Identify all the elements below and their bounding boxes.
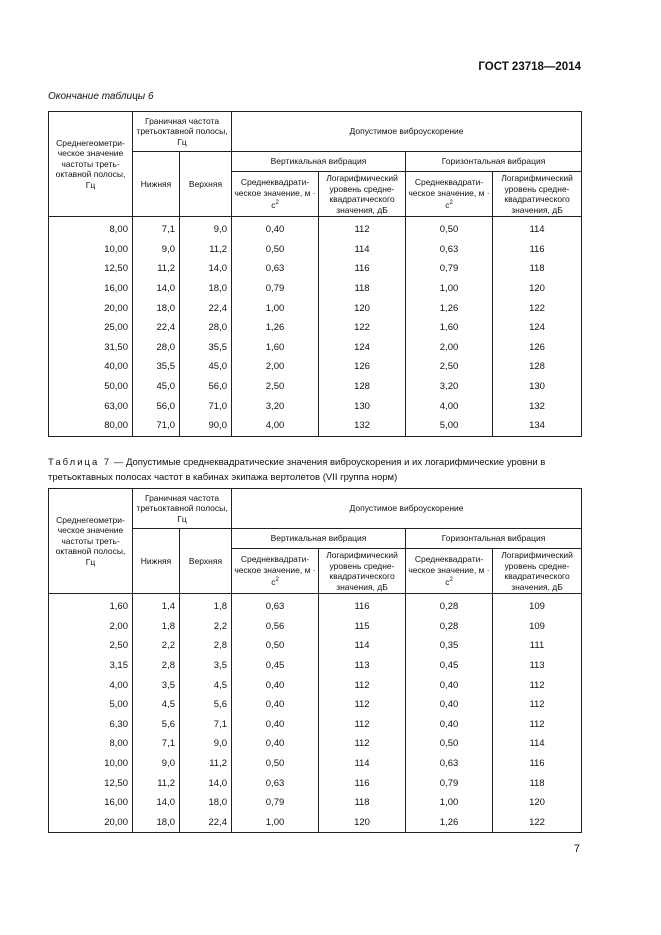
vertical-rms-cell: 0,63 bbox=[232, 773, 319, 793]
col-header-horizontal-rms: Среднеквадратическое значение, $м \cdot с^2$ bbox=[406, 549, 493, 594]
lower-cell: 7,1 bbox=[133, 734, 180, 754]
table-row bbox=[49, 754, 582, 774]
col-header-lower: Нижняя bbox=[133, 152, 180, 217]
upper-cell: 35,5 bbox=[180, 338, 232, 358]
vertical-rms-cell: 1,00 bbox=[232, 298, 319, 318]
vertical-rms-cell: 4,00 bbox=[232, 416, 319, 436]
vertical-rms-cell: 1,00 bbox=[232, 813, 319, 833]
lower-cell: 14,0 bbox=[133, 279, 180, 299]
table-row bbox=[49, 279, 582, 299]
horizontal-rms-cell: 1,26 bbox=[406, 813, 493, 833]
horizontal-log-cell: 109 bbox=[493, 617, 582, 637]
horizontal-log-cell: 126 bbox=[493, 338, 582, 358]
horizontal-log-cell: 122 bbox=[493, 298, 582, 318]
table-row bbox=[49, 617, 582, 637]
table-row bbox=[49, 813, 582, 833]
freq-mean-cell: 1,60 bbox=[49, 594, 133, 617]
table-row bbox=[49, 793, 582, 813]
vertical-rms-cell: 3,20 bbox=[232, 396, 319, 416]
table-row bbox=[49, 416, 582, 436]
table-row bbox=[49, 217, 582, 240]
lower-cell: 18,0 bbox=[133, 298, 180, 318]
freq-mean-cell: 80,00 bbox=[49, 416, 133, 436]
freq-mean-cell: 40,00 bbox=[49, 357, 133, 377]
col-header-band-limits: Граничная частота третьоктавной полосы, Гц bbox=[133, 112, 232, 152]
horizontal-rms-cell: 3,20 bbox=[406, 377, 493, 397]
vertical-log-cell: 120 bbox=[319, 813, 406, 833]
lower-cell: 28,0 bbox=[133, 338, 180, 358]
lower-cell: 11,2 bbox=[133, 773, 180, 793]
table-row bbox=[49, 396, 582, 416]
lower-cell: 1,8 bbox=[133, 617, 180, 637]
horizontal-rms-cell: 4,00 bbox=[406, 396, 493, 416]
col-header-freq-mean: Среднегеометрическое значение частоты третьоктавной полосы, Гц bbox=[49, 489, 133, 594]
vertical-rms-cell: 1,26 bbox=[232, 318, 319, 338]
horizontal-rms-cell: 0,79 bbox=[406, 773, 493, 793]
vertical-rms-cell: 0,40 bbox=[232, 695, 319, 715]
col-header-band-limits: Граничная частота третьоктавной полосы, Гц bbox=[133, 489, 232, 529]
table-row bbox=[49, 298, 582, 318]
horizontal-rms-cell: 0,63 bbox=[406, 240, 493, 260]
table-row bbox=[49, 675, 582, 695]
horizontal-rms-cell: 2,50 bbox=[406, 357, 493, 377]
lower-cell: 35,5 bbox=[133, 357, 180, 377]
col-header-horizontal: Горизонтальная вибрация bbox=[406, 529, 582, 549]
freq-mean-cell: 25,00 bbox=[49, 318, 133, 338]
vertical-rms-cell: 0,40 bbox=[232, 217, 319, 240]
col-header-vertical-log: Логарифмический уровень среднеквадратического значения, дБ bbox=[319, 172, 406, 217]
table-6 bbox=[48, 111, 582, 437]
upper-cell: 18,0 bbox=[180, 793, 232, 813]
vertical-log-cell: 112 bbox=[319, 715, 406, 735]
horizontal-log-cell: 112 bbox=[493, 675, 582, 695]
vertical-log-cell: 120 bbox=[319, 298, 406, 318]
table6-continuation-caption: Окончание таблицы 6 bbox=[48, 91, 154, 102]
freq-mean-cell: 50,00 bbox=[49, 377, 133, 397]
vertical-rms-cell: 0,63 bbox=[232, 594, 319, 617]
horizontal-log-cell: 122 bbox=[493, 813, 582, 833]
col-header-allowed: Допустимое виброускорение bbox=[232, 112, 582, 152]
table-row bbox=[49, 259, 582, 279]
vertical-log-cell: 112 bbox=[319, 675, 406, 695]
col-header-horizontal-log: Логарифмический уровень среднеквадратического значения, дБ bbox=[493, 549, 582, 594]
table-row bbox=[49, 715, 582, 735]
horizontal-rms-cell: 2,00 bbox=[406, 338, 493, 358]
vertical-log-cell: 116 bbox=[319, 594, 406, 617]
lower-cell: 2,2 bbox=[133, 636, 180, 656]
horizontal-log-cell: 120 bbox=[493, 793, 582, 813]
upper-cell: 56,0 bbox=[180, 377, 232, 397]
lower-cell: 9,0 bbox=[133, 754, 180, 774]
vertical-log-cell: 112 bbox=[319, 695, 406, 715]
vertical-log-cell: 112 bbox=[319, 734, 406, 754]
vertical-log-cell: 114 bbox=[319, 754, 406, 774]
freq-mean-cell: 31,50 bbox=[49, 338, 133, 358]
upper-cell: 9,0 bbox=[180, 217, 232, 240]
lower-cell: 18,0 bbox=[133, 813, 180, 833]
vertical-rms-cell: 0,45 bbox=[232, 656, 319, 676]
lower-cell: 2,8 bbox=[133, 656, 180, 676]
freq-mean-cell: 20,00 bbox=[49, 813, 133, 833]
horizontal-log-cell: 112 bbox=[493, 715, 582, 735]
table-row bbox=[49, 240, 582, 260]
horizontal-log-cell: 118 bbox=[493, 773, 582, 793]
vertical-log-cell: 118 bbox=[319, 279, 406, 299]
col-header-vertical-log: Логарифмический уровень среднеквадратического значения, дБ bbox=[319, 549, 406, 594]
col-header-allowed: Допустимое виброускорение bbox=[232, 489, 582, 529]
vertical-rms-cell: 0,56 bbox=[232, 617, 319, 637]
lower-cell: 9,0 bbox=[133, 240, 180, 260]
vertical-log-cell: 114 bbox=[319, 636, 406, 656]
horizontal-log-cell: 116 bbox=[493, 754, 582, 774]
freq-mean-cell: 2,50 bbox=[49, 636, 133, 656]
page-number: 7 bbox=[573, 843, 580, 855]
lower-cell: 3,5 bbox=[133, 675, 180, 695]
table-row bbox=[49, 338, 582, 358]
horizontal-log-cell: 114 bbox=[493, 734, 582, 754]
col-header-freq-mean: Среднегеометрическое значение частоты третьоктавной полосы, Гц bbox=[49, 112, 133, 217]
table-row bbox=[49, 318, 582, 338]
col-header-vertical: Вертикальная вибрация bbox=[232, 529, 406, 549]
table-row bbox=[49, 773, 582, 793]
vertical-rms-cell: 0,40 bbox=[232, 715, 319, 735]
horizontal-rms-cell: 1,00 bbox=[406, 279, 493, 299]
lower-cell: 14,0 bbox=[133, 793, 180, 813]
freq-mean-cell: 10,00 bbox=[49, 240, 133, 260]
upper-cell: 71,0 bbox=[180, 396, 232, 416]
col-header-upper: Верхняя bbox=[180, 529, 232, 594]
col-header-horizontal-log: Логарифмический уровень среднеквадратического значения, дБ bbox=[493, 172, 582, 217]
vertical-log-cell: 118 bbox=[319, 793, 406, 813]
vertical-rms-cell: 0,40 bbox=[232, 734, 319, 754]
vertical-rms-cell: 0,50 bbox=[232, 636, 319, 656]
vertical-log-cell: 114 bbox=[319, 240, 406, 260]
freq-mean-cell: 6,30 bbox=[49, 715, 133, 735]
horizontal-log-cell: 118 bbox=[493, 259, 582, 279]
horizontal-rms-cell: 0,40 bbox=[406, 695, 493, 715]
upper-cell: 4,5 bbox=[180, 675, 232, 695]
table-6-body bbox=[49, 217, 582, 437]
upper-cell: 18,0 bbox=[180, 279, 232, 299]
freq-mean-cell: 3,15 bbox=[49, 656, 133, 676]
table-row bbox=[49, 734, 582, 754]
table-7-body bbox=[49, 594, 582, 833]
horizontal-log-cell: 124 bbox=[493, 318, 582, 338]
upper-cell: 11,2 bbox=[180, 240, 232, 260]
horizontal-rms-cell: 5,00 bbox=[406, 416, 493, 436]
horizontal-rms-cell: 1,60 bbox=[406, 318, 493, 338]
horizontal-log-cell: 109 bbox=[493, 594, 582, 617]
upper-cell: 7,1 bbox=[180, 715, 232, 735]
vertical-log-cell: 128 bbox=[319, 377, 406, 397]
freq-mean-cell: 12,50 bbox=[49, 773, 133, 793]
upper-cell: 28,0 bbox=[180, 318, 232, 338]
freq-mean-cell: 10,00 bbox=[49, 754, 133, 774]
table7-caption: Таблица 7 — Допустимые среднеквадратические значения виброускорения и их логарифмические уровни в третьоктавных полосах частот в кабинах экипажа вертолетов (VII группа норм) bbox=[48, 457, 546, 483]
upper-cell: 45,0 bbox=[180, 357, 232, 377]
vertical-rms-cell: 0,50 bbox=[232, 754, 319, 774]
table-row bbox=[49, 357, 582, 377]
freq-mean-cell: 16,00 bbox=[49, 793, 133, 813]
lower-cell: 5,6 bbox=[133, 715, 180, 735]
horizontal-rms-cell: 0,50 bbox=[406, 217, 493, 240]
horizontal-log-cell: 116 bbox=[493, 240, 582, 260]
col-header-horizontal: Горизонтальная вибрация bbox=[406, 152, 582, 172]
upper-cell: 2,2 bbox=[180, 617, 232, 637]
freq-mean-cell: 2,00 bbox=[49, 617, 133, 637]
horizontal-rms-cell: 0,63 bbox=[406, 754, 493, 774]
freq-mean-cell: 20,00 bbox=[49, 298, 133, 318]
vertical-log-cell: 132 bbox=[319, 416, 406, 436]
upper-cell: 11,2 bbox=[180, 754, 232, 774]
horizontal-rms-cell: 0,28 bbox=[406, 594, 493, 617]
lower-cell: 45,0 bbox=[133, 377, 180, 397]
lower-cell: 22,4 bbox=[133, 318, 180, 338]
lower-cell: 71,0 bbox=[133, 416, 180, 436]
vertical-log-cell: 115 bbox=[319, 617, 406, 637]
document-code: ГОСТ 23718—2014 bbox=[478, 61, 581, 73]
horizontal-rms-cell: 0,40 bbox=[406, 715, 493, 735]
table-row bbox=[49, 377, 582, 397]
lower-cell: 56,0 bbox=[133, 396, 180, 416]
horizontal-rms-cell: 1,26 bbox=[406, 298, 493, 318]
vertical-rms-cell: 0,63 bbox=[232, 259, 319, 279]
vertical-log-cell: 130 bbox=[319, 396, 406, 416]
upper-cell: 14,0 bbox=[180, 773, 232, 793]
vertical-rms-cell: 0,79 bbox=[232, 793, 319, 813]
horizontal-log-cell: 111 bbox=[493, 636, 582, 656]
vertical-rms-cell: 0,50 bbox=[232, 240, 319, 260]
upper-cell: 3,5 bbox=[180, 656, 232, 676]
vertical-rms-cell: 2,00 bbox=[232, 357, 319, 377]
horizontal-rms-cell: 0,40 bbox=[406, 675, 493, 695]
vertical-rms-cell: 0,79 bbox=[232, 279, 319, 299]
col-header-lower: Нижняя bbox=[133, 529, 180, 594]
freq-mean-cell: 63,00 bbox=[49, 396, 133, 416]
vertical-log-cell: 124 bbox=[319, 338, 406, 358]
col-header-upper: Верхняя bbox=[180, 152, 232, 217]
upper-cell: 9,0 bbox=[180, 734, 232, 754]
freq-mean-cell: 5,00 bbox=[49, 695, 133, 715]
horizontal-log-cell: 132 bbox=[493, 396, 582, 416]
horizontal-log-cell: 113 bbox=[493, 656, 582, 676]
horizontal-rms-cell: 0,28 bbox=[406, 617, 493, 637]
horizontal-rms-cell: 1,00 bbox=[406, 793, 493, 813]
horizontal-rms-cell: 0,35 bbox=[406, 636, 493, 656]
vertical-log-cell: 112 bbox=[319, 217, 406, 240]
table-row bbox=[49, 636, 582, 656]
upper-cell: 14,0 bbox=[180, 259, 232, 279]
horizontal-log-cell: 120 bbox=[493, 279, 582, 299]
upper-cell: 90,0 bbox=[180, 416, 232, 436]
horizontal-rms-cell: 0,45 bbox=[406, 656, 493, 676]
vertical-log-cell: 116 bbox=[319, 773, 406, 793]
vertical-log-cell: 116 bbox=[319, 259, 406, 279]
lower-cell: 7,1 bbox=[133, 217, 180, 240]
vertical-log-cell: 113 bbox=[319, 656, 406, 676]
table-row bbox=[49, 594, 582, 617]
upper-cell: 2,8 bbox=[180, 636, 232, 656]
col-header-vertical-rms: Среднеквадратическое значение, $м \cdot с^2$ bbox=[232, 549, 319, 594]
lower-cell: 1,4 bbox=[133, 594, 180, 617]
horizontal-log-cell: 114 bbox=[493, 217, 582, 240]
freq-mean-cell: 8,00 bbox=[49, 734, 133, 754]
col-header-vertical: Вертикальная вибрация bbox=[232, 152, 406, 172]
horizontal-log-cell: 112 bbox=[493, 695, 582, 715]
col-header-vertical-rms: Среднеквадратическое значение, $м \cdot с^2$ bbox=[232, 172, 319, 217]
horizontal-log-cell: 134 bbox=[493, 416, 582, 436]
lower-cell: 4,5 bbox=[133, 695, 180, 715]
vertical-rms-cell: 2,50 bbox=[232, 377, 319, 397]
table-row bbox=[49, 656, 582, 676]
col-header-horizontal-rms: Среднеквадратическое значение, $м \cdot с^2$ bbox=[406, 172, 493, 217]
vertical-rms-cell: 1,60 bbox=[232, 338, 319, 358]
upper-cell: 22,4 bbox=[180, 298, 232, 318]
horizontal-rms-cell: 0,79 bbox=[406, 259, 493, 279]
horizontal-log-cell: 128 bbox=[493, 357, 582, 377]
freq-mean-cell: 16,00 bbox=[49, 279, 133, 299]
table-7 bbox=[48, 488, 582, 833]
lower-cell: 11,2 bbox=[133, 259, 180, 279]
freq-mean-cell: 12,50 bbox=[49, 259, 133, 279]
vertical-log-cell: 122 bbox=[319, 318, 406, 338]
upper-cell: 5,6 bbox=[180, 695, 232, 715]
horizontal-log-cell: 130 bbox=[493, 377, 582, 397]
vertical-rms-cell: 0,40 bbox=[232, 675, 319, 695]
freq-mean-cell: 4,00 bbox=[49, 675, 133, 695]
upper-cell: 22,4 bbox=[180, 813, 232, 833]
table-row bbox=[49, 695, 582, 715]
horizontal-rms-cell: 0,50 bbox=[406, 734, 493, 754]
upper-cell: 1,8 bbox=[180, 594, 232, 617]
vertical-log-cell: 126 bbox=[319, 357, 406, 377]
freq-mean-cell: 8,00 bbox=[49, 217, 133, 240]
